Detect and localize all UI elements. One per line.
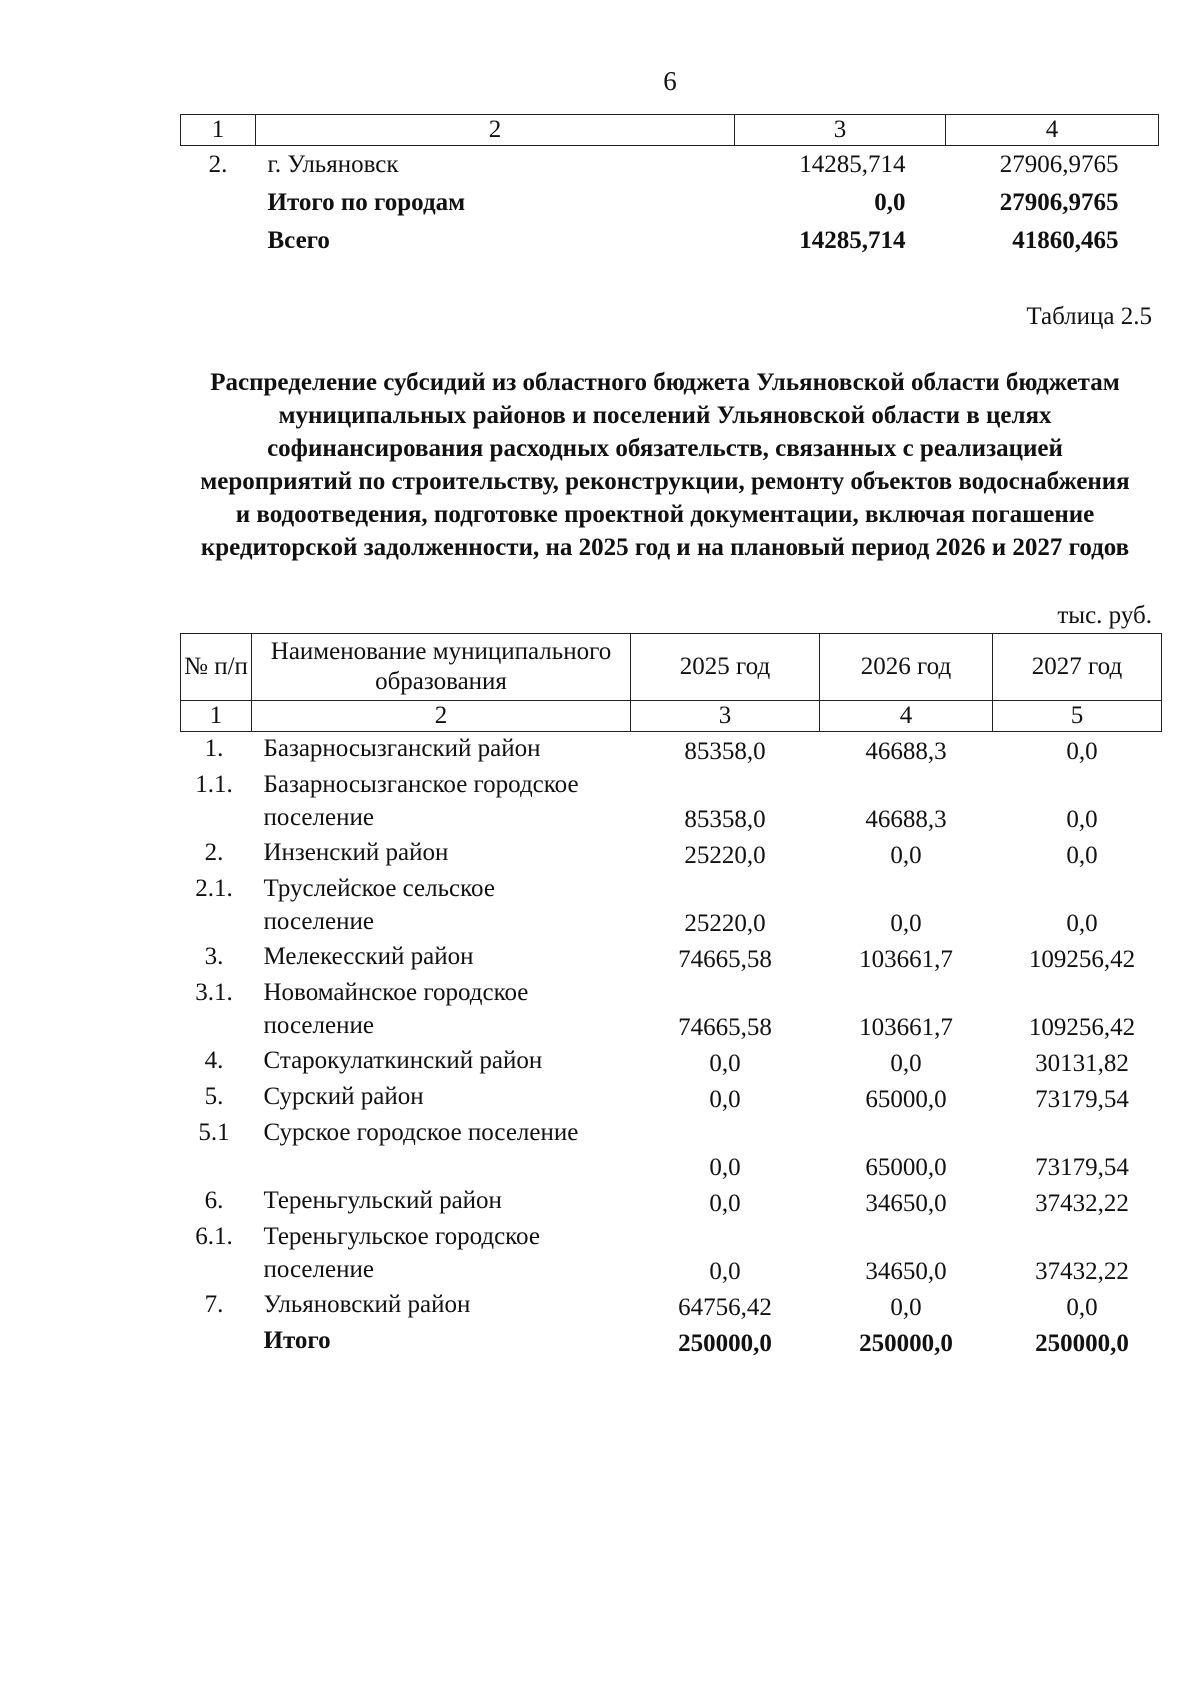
col-number-3: 3 <box>631 701 820 732</box>
unit-label: тыс. руб. <box>1057 602 1152 629</box>
row-value-1: 14285,714 <box>799 151 906 178</box>
row-value-2027: 0,0 <box>1066 738 1098 765</box>
header-2025: 2025 год <box>631 634 820 701</box>
table-row <box>181 1220 1162 1288</box>
table-row <box>181 1288 1162 1324</box>
continuation-table <box>180 114 1159 260</box>
row-value-1: 0,0 <box>874 189 906 216</box>
row-index <box>181 1324 252 1360</box>
page-number: 6 <box>663 66 677 96</box>
row-index: 3.1. <box>195 979 233 1006</box>
row-name: Всего <box>267 227 330 254</box>
row-name: Ульяновский район <box>263 1291 471 1318</box>
row-value-2025: 25220,0 <box>684 910 766 937</box>
row-value-2027: 250000,0 <box>1035 1330 1129 1357</box>
row-name: г. Ульяновск <box>267 151 399 178</box>
header-number: № п/п <box>181 634 252 701</box>
row-index: 2. <box>204 839 224 866</box>
column-number-row <box>181 701 1162 732</box>
row-value-2: 27906,9765 <box>999 151 1119 178</box>
row-value-2027: 37432,22 <box>1035 1190 1129 1217</box>
row-name <box>252 1220 631 1288</box>
table-row <box>181 1184 1162 1220</box>
row-value-2026: 46688,3 <box>865 738 947 765</box>
header-name: Наименование муниципального образования <box>252 634 631 701</box>
header-2026: 2026 год <box>820 634 993 701</box>
row-value-1: 14285,714 <box>799 227 906 254</box>
row-value-2: 41860,465 <box>1012 227 1119 254</box>
row-value-2025: 0,0 <box>709 1154 741 1181</box>
row-value-2: 27906,9765 <box>999 189 1119 216</box>
row-value-2025: 74665,58 <box>678 1014 772 1041</box>
row-value-2025: 0,0 <box>709 1050 741 1077</box>
table-row <box>181 976 1162 1044</box>
row-index: 3. <box>204 943 224 970</box>
row-index <box>181 184 256 222</box>
row-value-2027: 73179,54 <box>1035 1154 1129 1181</box>
table-header-row <box>181 115 1159 146</box>
row-index: 2. <box>208 151 228 178</box>
row-value-2026: 65000,0 <box>865 1086 947 1113</box>
row-name-text: Сурское городское поселение <box>263 1119 579 1146</box>
row-name-text: Труслейское сельское поселение <box>263 875 495 935</box>
row-value-2027: 73179,54 <box>1035 1086 1129 1113</box>
col-number-4: 4 <box>820 701 993 732</box>
row-value-2027: 30131,82 <box>1035 1050 1129 1077</box>
row-value-2026: 103661,7 <box>859 946 953 973</box>
row-value-2026: 46688,3 <box>865 806 947 833</box>
table-row <box>181 1116 1162 1184</box>
row-index: 6. <box>204 1187 224 1214</box>
row-name: Инзенский район <box>263 839 449 866</box>
row-value-2027: 37432,22 <box>1035 1258 1129 1285</box>
table-row-total <box>181 222 1159 260</box>
row-value-2027: 0,0 <box>1066 1294 1098 1321</box>
row-name: Итого <box>263 1327 331 1354</box>
row-value-2026: 0,0 <box>890 910 922 937</box>
row-value-2027: 0,0 <box>1066 842 1098 869</box>
row-index: 5.1 <box>198 1119 230 1146</box>
table-row <box>181 940 1162 976</box>
header-2027: 2027 год <box>993 634 1162 701</box>
col-number-5: 5 <box>993 701 1162 732</box>
row-value-2026: 103661,7 <box>859 1014 953 1041</box>
row-value-2027: 0,0 <box>1066 910 1098 937</box>
row-name <box>252 976 631 1044</box>
row-value-2025: 85358,0 <box>684 806 766 833</box>
row-value-2025: 25220,0 <box>684 842 766 869</box>
table-row <box>181 872 1162 940</box>
row-name-text: Тереньгульское городское поселение <box>263 1223 540 1283</box>
row-index: 1. <box>204 735 224 762</box>
row-value-2026: 0,0 <box>890 842 922 869</box>
col-number-4: 4 <box>946 115 1159 146</box>
row-value-2026: 250000,0 <box>859 1330 953 1357</box>
col-number-3: 3 <box>735 115 946 146</box>
table-row <box>181 836 1162 872</box>
row-name: Старокулаткинский район <box>263 1047 543 1074</box>
row-name: Сурский район <box>263 1083 424 1110</box>
row-value-2025: 250000,0 <box>678 1330 772 1357</box>
row-value-2027: 0,0 <box>1066 806 1098 833</box>
row-name <box>252 872 631 940</box>
row-value-2026: 0,0 <box>890 1294 922 1321</box>
row-index: 1.1. <box>195 771 233 798</box>
col-number-2: 2 <box>252 701 631 732</box>
table-row <box>181 1080 1162 1116</box>
row-value-2025: 64756,42 <box>678 1294 772 1321</box>
row-index: 6.1. <box>195 1223 233 1250</box>
row-index: 5. <box>204 1083 224 1110</box>
row-name: Базарносызганский район <box>263 735 541 762</box>
subsidy-table <box>180 633 1162 1360</box>
row-index: 2.1. <box>195 875 233 902</box>
row-name-text: Базарносызганское городское поселение <box>263 771 579 831</box>
row-value-2026: 34650,0 <box>865 1190 947 1217</box>
row-name <box>252 1116 631 1184</box>
row-value-2027: 109256,42 <box>1028 1014 1136 1041</box>
table-label: Таблица 2.5 <box>1026 303 1152 330</box>
row-index <box>181 222 256 260</box>
row-index: 7. <box>204 1291 224 1318</box>
row-name: Итого по городам <box>267 189 466 216</box>
row-value-2025: 85358,0 <box>684 738 766 765</box>
row-name: Мелекесский район <box>263 943 474 970</box>
table-row <box>181 768 1162 836</box>
table-row <box>181 732 1162 769</box>
table-row-total <box>181 1324 1162 1360</box>
row-name: Тереньгульский район <box>263 1187 502 1214</box>
row-value-2026: 0,0 <box>890 1050 922 1077</box>
row-value-2027: 109256,42 <box>1028 946 1136 973</box>
row-index: 4. <box>204 1047 224 1074</box>
row-value-2025: 0,0 <box>709 1258 741 1285</box>
col-number-1: 1 <box>181 115 256 146</box>
table-title: Распределение субсидий из областного бюджета Ульяновской области бюджетам муниципальных районов и поселений Ульяновской области в целях софинансирования расходных обязательств, связанных с реализацией мероприятий по строительству, реконструкции, ремонту объектов водоснабжения и водоотведения, подготовке проектной документации, включая погашение кредиторской задолженности, на 2025 год и на плановый период 2026 и 2027 годов <box>200 369 1130 561</box>
col-number-1: 1 <box>181 701 252 732</box>
col-number-2: 2 <box>256 115 735 146</box>
table-header-row <box>181 634 1162 701</box>
row-value-2025: 74665,58 <box>678 946 772 973</box>
table-row <box>181 146 1159 185</box>
row-value-2026: 34650,0 <box>865 1258 947 1285</box>
table-row-subtotal <box>181 184 1159 222</box>
row-value-2026: 65000,0 <box>865 1154 947 1181</box>
row-value-2025: 0,0 <box>709 1086 741 1113</box>
row-name <box>252 768 631 836</box>
table-row <box>181 1044 1162 1080</box>
row-value-2025: 0,0 <box>709 1190 741 1217</box>
row-name-text: Новомайнское городское поселение <box>263 979 529 1039</box>
